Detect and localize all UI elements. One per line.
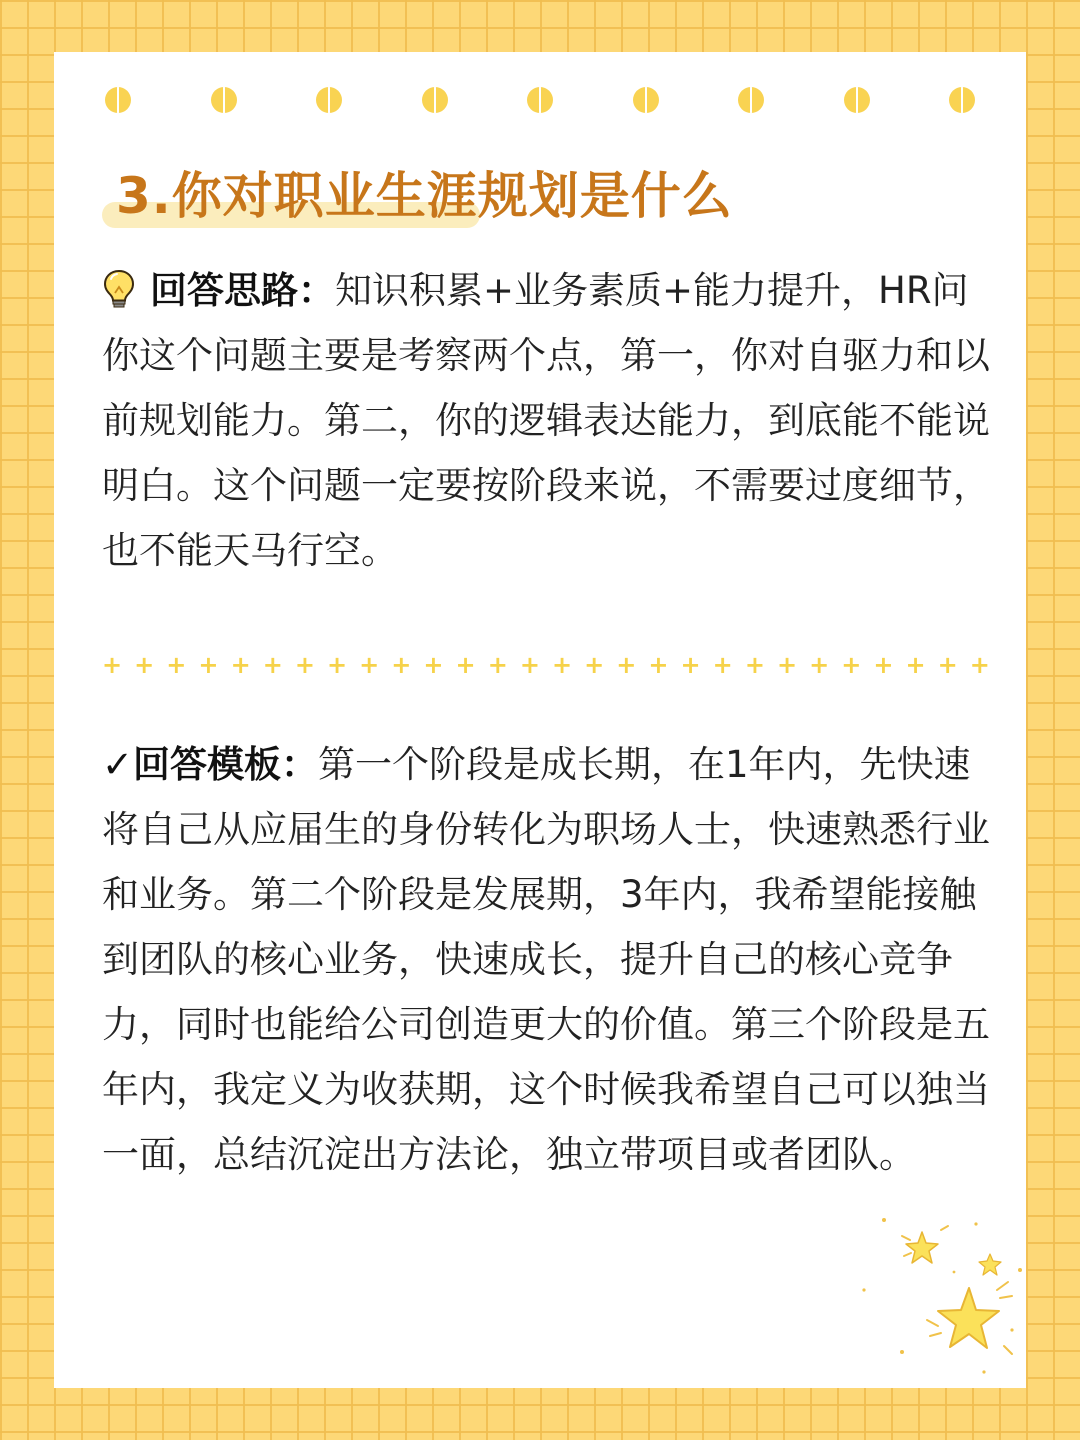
plus-divider-mark: + (102, 651, 123, 679)
dot-icon (422, 87, 448, 113)
plus-divider-mark: + (359, 651, 380, 679)
plus-divider-mark: + (937, 651, 958, 679)
plus-divider-mark: + (776, 651, 798, 679)
title-block (102, 164, 733, 234)
plus-divider-mark: + (551, 651, 573, 679)
plus-divider-mark: + (262, 651, 283, 679)
dot-icon (316, 87, 342, 113)
dot-icon (633, 87, 659, 113)
content-card (54, 52, 1026, 1388)
answer-template-label: 回答模板： (133, 743, 319, 786)
star-icon (906, 1232, 938, 1263)
star-icon (979, 1254, 1001, 1275)
dot-icon (105, 87, 131, 113)
plus-divider-mark: + (455, 651, 476, 679)
dot-icon (738, 87, 764, 113)
plus-divider-mark: + (841, 651, 862, 679)
plus-divider (102, 650, 990, 680)
answer-template-text: 第一个阶段是成长期，在1年内，先快速将自己从应届生的身份转化为职场人士，快速熟悉行业和业务。第二个阶段是发展期，3年内，我希望能接触到团队的核心业务，快速成长，提升自己的核心竞争力，同时也能给公司创造更大的价值。第三个阶段是五年内，我定义为收获期，这个时候我希望自己可以独当一面，总结沉淀出方法论，独立带项目或者团队。 (102, 743, 990, 1176)
plus-divider-mark: + (519, 651, 540, 679)
answer-approach-paragraph (102, 258, 990, 583)
plus-divider-mark: + (326, 651, 348, 679)
plus-divider-mark: + (134, 651, 155, 679)
plus-divider-mark: + (809, 651, 830, 679)
plus-divider-mark: + (487, 651, 508, 679)
dot-icon (527, 87, 553, 113)
answer-approach-text: 知识积累+业务素质+能力提升，HR问你这个问题主要是考察两个点，第一，你对自驱力和以前规划能力。第二，你的逻辑表达能力，到底能不能说明白。这个问题一定要按阶段来说，不需要过度细节，也不能天马行空。 (102, 269, 990, 572)
page-title: 3.你对职业生涯规划是什么 (116, 167, 733, 225)
answer-approach-label: 回答思路： (150, 269, 335, 312)
plus-divider-mark: + (230, 651, 251, 679)
plus-divider-mark: + (294, 651, 315, 679)
star-icon (938, 1288, 999, 1348)
plus-divider-mark: + (166, 651, 187, 679)
plus-divider-mark: + (584, 651, 605, 679)
plus-divider-mark: + (680, 651, 701, 679)
plus-divider-mark: + (391, 651, 412, 679)
dot-icon (211, 87, 237, 113)
plus-divider-mark: + (905, 651, 926, 679)
dot-icon (844, 87, 870, 113)
lightbulb-icon (102, 269, 136, 309)
plus-divider-mark: + (616, 651, 637, 679)
checkmark-icon: ✓ (102, 743, 134, 786)
plus-divider-mark: + (969, 651, 990, 679)
plus-divider-mark: + (712, 651, 733, 679)
plus-divider-mark: + (648, 651, 669, 679)
answer-template-paragraph (102, 732, 990, 1187)
stars-decoration (844, 1212, 1024, 1382)
plus-divider-mark: + (198, 651, 219, 679)
plus-divider-mark: + (423, 651, 444, 679)
dot-icon (949, 87, 975, 113)
plus-divider-mark: + (744, 651, 765, 679)
plus-divider-mark: + (873, 651, 894, 679)
sparkle-dots (862, 1218, 1022, 1374)
decorative-dots-row (54, 52, 1026, 1388)
